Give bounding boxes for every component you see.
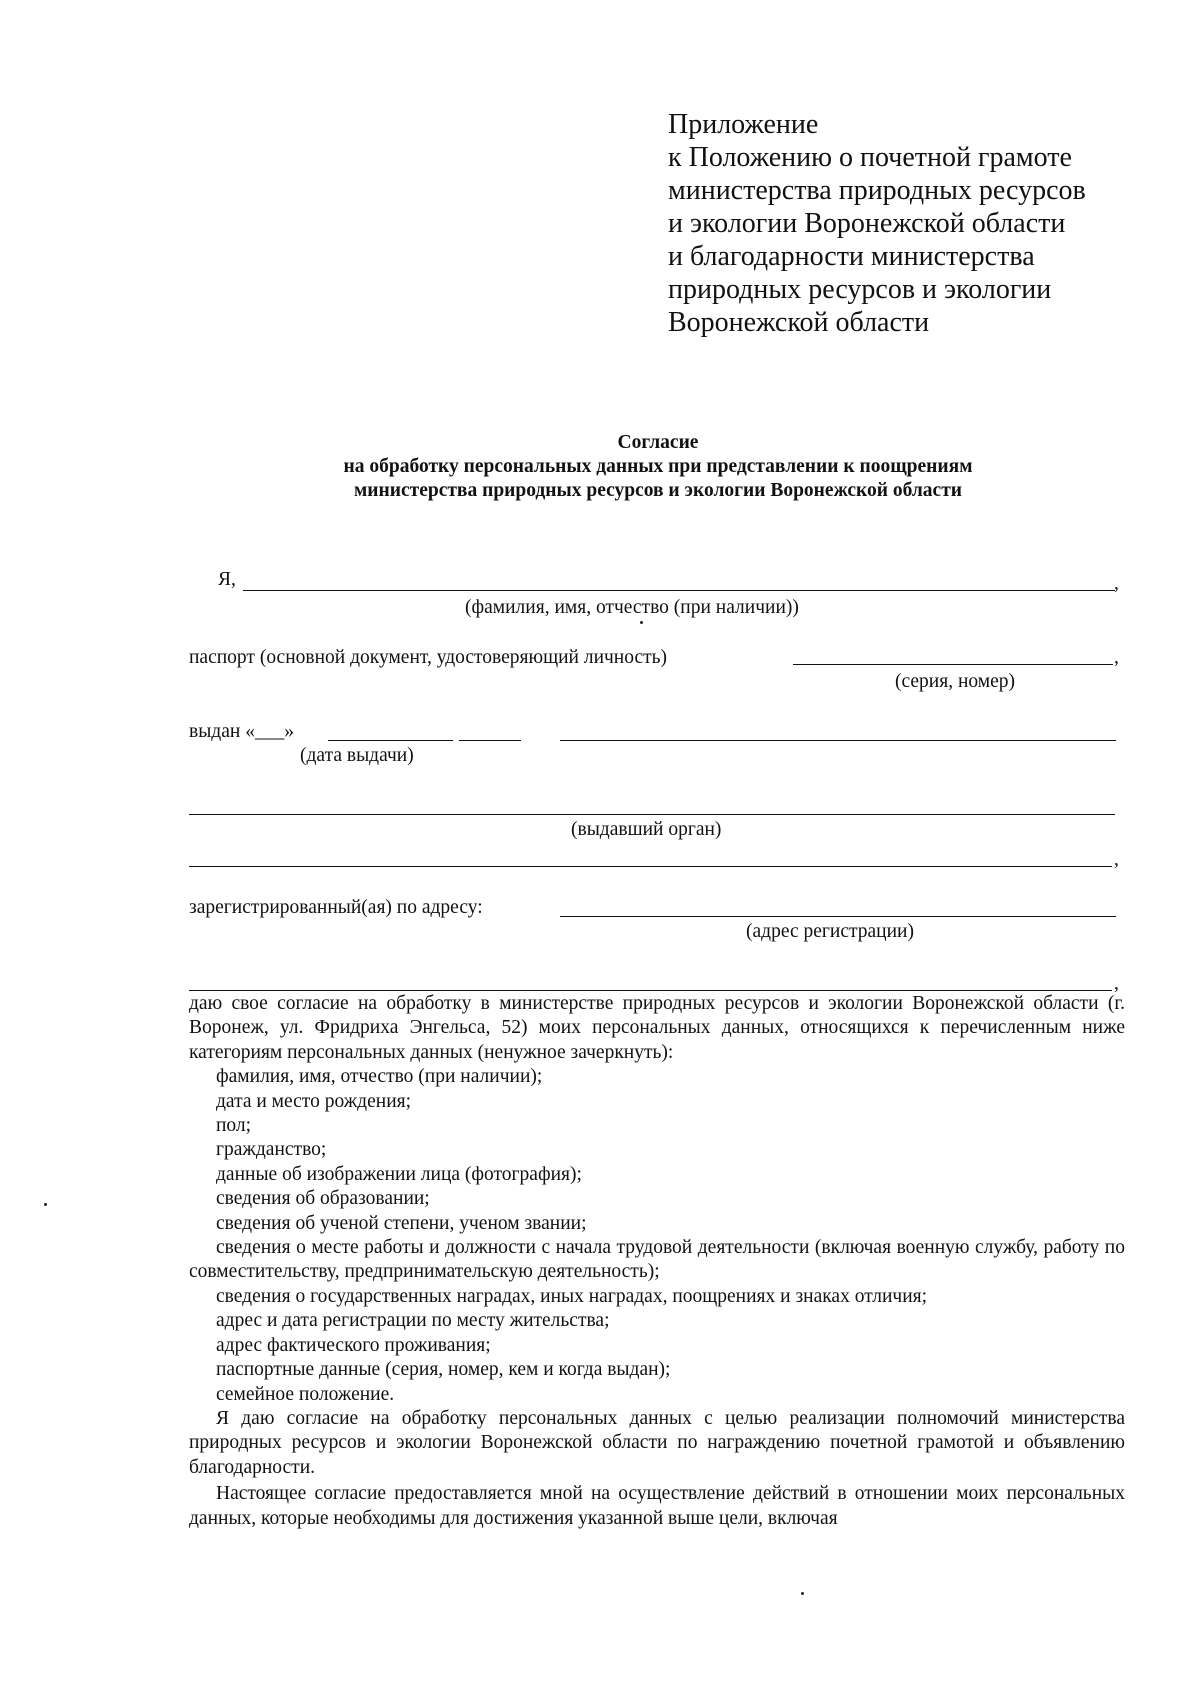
scan-speck xyxy=(44,1203,47,1206)
fio-field-line[interactable] xyxy=(243,590,1115,591)
list-item: адрес фактического проживания; xyxy=(216,1334,491,1356)
appendix-line: к Положению о почетной грамоте xyxy=(668,142,1072,173)
list-item: дата и место рождения; xyxy=(216,1090,412,1112)
scan-speck xyxy=(640,621,643,624)
consent-body xyxy=(189,992,1125,1531)
list-item: семейное положение. xyxy=(216,1383,395,1405)
appendix-line: и благодарности министерства xyxy=(668,241,1035,272)
address-label: зарегистрированный(ая) по адресу: xyxy=(189,897,483,918)
issued-date-caption: (дата выдачи) xyxy=(300,745,414,766)
list-item: сведения о государственных наградах, иных наградах, поощрениях и знаках отличия; xyxy=(216,1285,928,1307)
scan-speck xyxy=(801,1592,804,1595)
address-caption: (адрес регистрации) xyxy=(746,921,914,942)
address-field-line[interactable] xyxy=(560,916,1116,917)
list-item: паспортные данные (серия, номер, кем и когда выдан); xyxy=(216,1359,671,1381)
address-comma: , xyxy=(1114,973,1119,994)
i-label: Я, xyxy=(218,569,236,590)
issued-month-line[interactable] xyxy=(328,740,453,741)
list-item: сведения об ученой степени, ученом звании; xyxy=(216,1212,587,1234)
issuer-field-line-2[interactable] xyxy=(189,866,1112,867)
passport-field-line[interactable] xyxy=(793,664,1113,665)
issuer-comma: , xyxy=(1114,849,1119,870)
passport-label: паспорт (основной документ, удостоверяющий личность) xyxy=(189,647,668,668)
list-item: сведения об образовании; xyxy=(216,1188,430,1210)
consent-purpose: Я даю согласие на обработку персональных данных с целью реализации полномочий министерства природных ресурсов и экологии Воронежской области по награждению почетной грамотой и объявлению благодарности. xyxy=(189,1407,1125,1478)
list-item: гражданство; xyxy=(216,1139,327,1161)
appendix-line: природных ресурсов и экологии xyxy=(668,274,1052,305)
consent-actions: Настоящее согласие предоставляется мной на осуществление действий в отношении моих персональных данных, которые необходимы для достижения указанной выше цели, включая xyxy=(189,1483,1125,1529)
appendix-line: министерства природных ресурсов xyxy=(668,175,1086,206)
passport-comma: , xyxy=(1114,647,1119,668)
address-field-line-2[interactable] xyxy=(189,990,1112,991)
issued-extra-line[interactable] xyxy=(560,740,1116,741)
appendix-line: Воронежской области xyxy=(668,307,930,338)
appendix-header xyxy=(668,108,1086,339)
fio-comma: , xyxy=(1114,573,1119,594)
appendix-line: и экологии Воронежской области xyxy=(668,208,1066,239)
issuer-caption: (выдавший орган) xyxy=(571,819,722,840)
issued-year-line[interactable] xyxy=(459,740,521,741)
list-item: пол; xyxy=(216,1115,252,1137)
title-line: Согласие xyxy=(617,432,699,453)
issuer-field-line[interactable] xyxy=(189,814,1115,815)
passport-caption: (серия, номер) xyxy=(895,671,1015,692)
list-item: адрес и дата регистрации по месту жительства; xyxy=(216,1310,610,1332)
issued-label: выдан «___» xyxy=(189,721,294,742)
document-title xyxy=(188,431,1128,503)
title-line: на обработку персональных данных при представлении к поощрениям xyxy=(343,456,973,477)
title-line: министерства природных ресурсов и экологии Воронежской области xyxy=(353,480,963,501)
fio-caption: (фамилия, имя, отчество (при наличии)) xyxy=(465,597,799,618)
consent-intro: даю свое согласие на обработку в министерстве природных ресурсов и экологии Воронежской области (г. Воронеж, ул. Фридриха Энгельса, 52) моих персональных данных, относящихся к перечисленным ниже категориям персональных данных (ненужное зачеркнуть): xyxy=(189,993,1125,1063)
appendix-line: Приложение xyxy=(668,109,819,140)
list-item: фамилия, имя, отчество (при наличии); xyxy=(216,1066,543,1088)
list-item: сведения о месте работы и должности с начала трудовой деятельности (включая военную службу, работу по совместительству, предпринимательскую деятельность); xyxy=(189,1237,1125,1283)
list-item: данные об изображении лица (фотография); xyxy=(216,1163,582,1185)
